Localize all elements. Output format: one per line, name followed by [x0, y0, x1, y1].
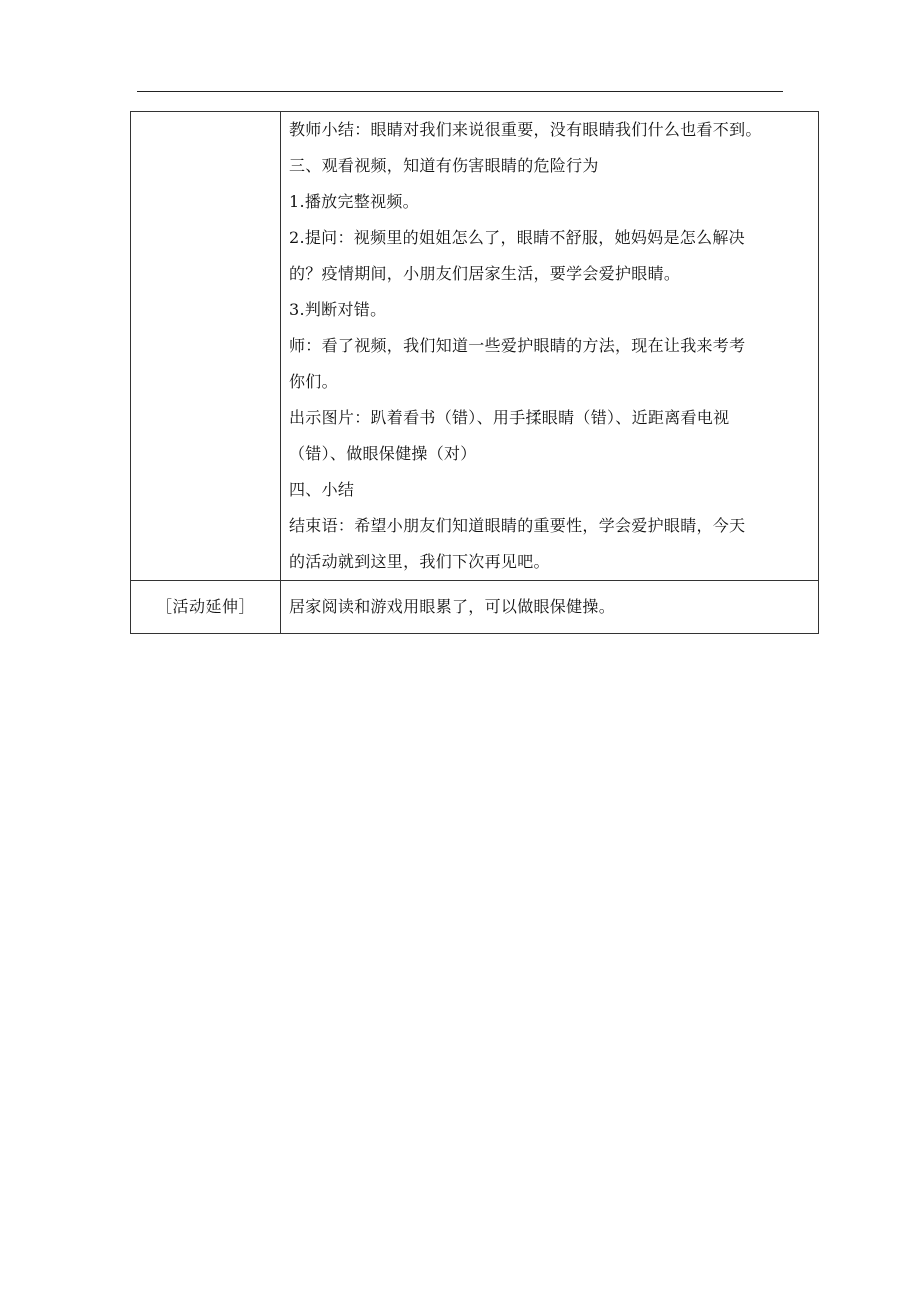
- show-pictures-line-1: 出示图片：趴着看书（错）、用手揉眼睛（错）、近距离看电视: [289, 408, 730, 427]
- extension-text: 居家阅读和游戏用眼累了，可以做眼保健操。: [289, 597, 616, 616]
- section-three-heading: 三、观看视频，知道有伤害眼睛的危险行为: [289, 156, 599, 175]
- step-question-line-2: 的？疫情期间，小朋友们居家生活，要学会爱护眼睛。: [289, 264, 681, 283]
- procedure-label-cell: [131, 112, 281, 581]
- show-pictures-line-2: （错）、做眼保健操（对）: [289, 444, 477, 463]
- step-judge: 3.判断对错。: [289, 300, 387, 319]
- step-question-line-1: 2.提问：视频里的姐姐怎么了，眼睛不舒服，她妈妈是怎么解决: [289, 228, 745, 247]
- teacher-prompt-line-1: 师：看了视频，我们知道一些爱护眼睛的方法，现在让我来考考: [289, 336, 746, 355]
- step-play-video: 1.播放完整视频。: [289, 192, 419, 211]
- lesson-plan-table: [130, 111, 819, 634]
- closing-line-1: 结束语：希望小朋友们知道眼睛的重要性，学会爱护眼睛，今天: [289, 516, 746, 535]
- procedure-row: [131, 112, 819, 581]
- teacher-prompt-line-2: 你们。: [289, 372, 338, 391]
- closing-line-2: 的活动就到这里，我们下次再见吧。: [289, 552, 550, 571]
- procedure-content-cell: [281, 112, 819, 581]
- extension-row: [131, 581, 819, 634]
- teacher-summary: 教师小结：眼睛对我们来说很重要，没有眼睛我们什么也看不到。: [289, 120, 762, 139]
- header-rule: [137, 91, 783, 92]
- section-four-heading: 四、小结: [289, 480, 355, 499]
- extension-label-cell: [131, 581, 281, 634]
- extension-label: ［活动延伸］: [155, 597, 255, 616]
- extension-content-cell: [281, 581, 819, 634]
